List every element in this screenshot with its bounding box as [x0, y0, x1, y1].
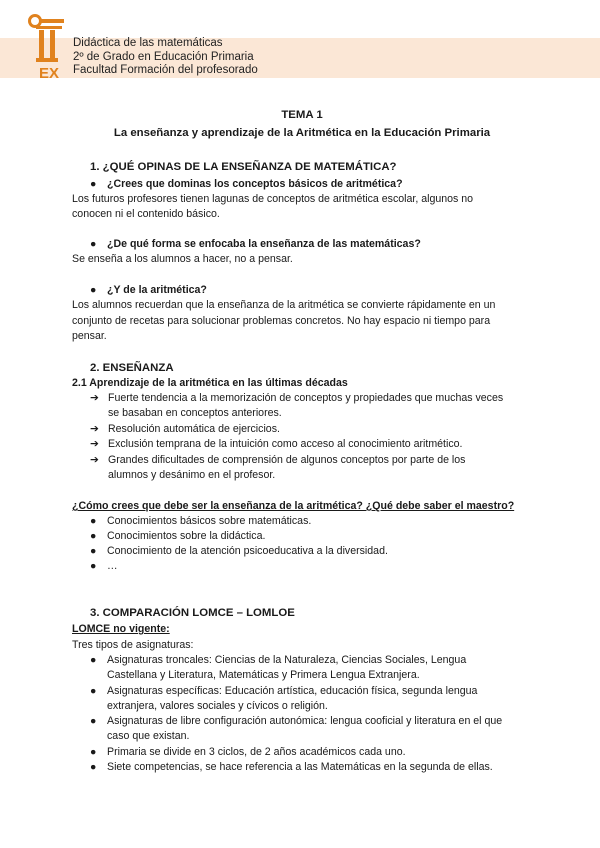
svg-text:EX: EX	[39, 65, 60, 80]
degree-name: 2º de Grado en Educación Primaria	[73, 50, 254, 63]
course-name: Didáctica de las matemáticas	[73, 37, 223, 49]
tema-title: TEMA 1	[281, 109, 323, 121]
answer-text: conocen ni el contenido básico.	[72, 208, 220, 220]
answer-text: Se enseña a los alumnos a hacer, no a pensar.	[72, 253, 293, 265]
list-item: ● Conocimiento de la atención psicoeducativa a la diversidad.	[90, 545, 388, 557]
question-bullet: ● ¿De qué forma se enfocaba la enseñanza de las matemáticas?	[90, 238, 421, 250]
answer-text: conjunto de recetas para solucionar problemas concretos. No hay espacio ni tiempo para	[72, 315, 491, 327]
question-bullet: ● ¿Crees que dominas los conceptos básicos de aritmética?	[90, 178, 403, 190]
section1-heading: 1. ¿QUÉ OPINAS DE LA ENSEÑANZA DE MATEMÁTICA?	[90, 161, 397, 173]
lomce-label: LOMCE no vigente:	[72, 623, 170, 635]
section2-subheading: 2.1 Aprendizaje de la aritmética en las últimas décadas	[72, 377, 348, 389]
list-item: ● …	[90, 560, 118, 572]
answer-text: pensar.	[72, 330, 107, 342]
list-item: ● Conocimientos básicos sobre matemáticas.	[90, 515, 312, 527]
section3-heading: 3. COMPARACIÓN LOMCE – LOMLOE	[90, 607, 295, 619]
teacher-question: ¿Cómo crees que debe ser la enseñanza de la aritmética? ¿Qué debe saber el maestro?	[72, 500, 515, 512]
university-logo	[26, 14, 68, 80]
answer-text: Los alumnos recuerdan que la enseñanza de la aritmética se convierte rápidamente en un	[72, 299, 496, 311]
header-text	[73, 37, 258, 78]
intro-text: Tres tipos de asignaturas:	[72, 639, 194, 651]
question-bullet: ● ¿Y de la aritmética?	[90, 284, 207, 296]
answer-text: Los futuros profesores tienen lagunas de conceptos de aritmética escolar, algunos no	[72, 193, 474, 205]
list-item: ● Conocimientos sobre la didáctica.	[90, 530, 266, 542]
faculty-name: Facultad Formación del profesorado	[73, 64, 258, 76]
section2-heading: 2. ENSEÑANZA	[90, 362, 174, 374]
document-subtitle: La enseñanza y aprendizaje de la Aritmética en la Educación Primaria	[113, 127, 491, 139]
